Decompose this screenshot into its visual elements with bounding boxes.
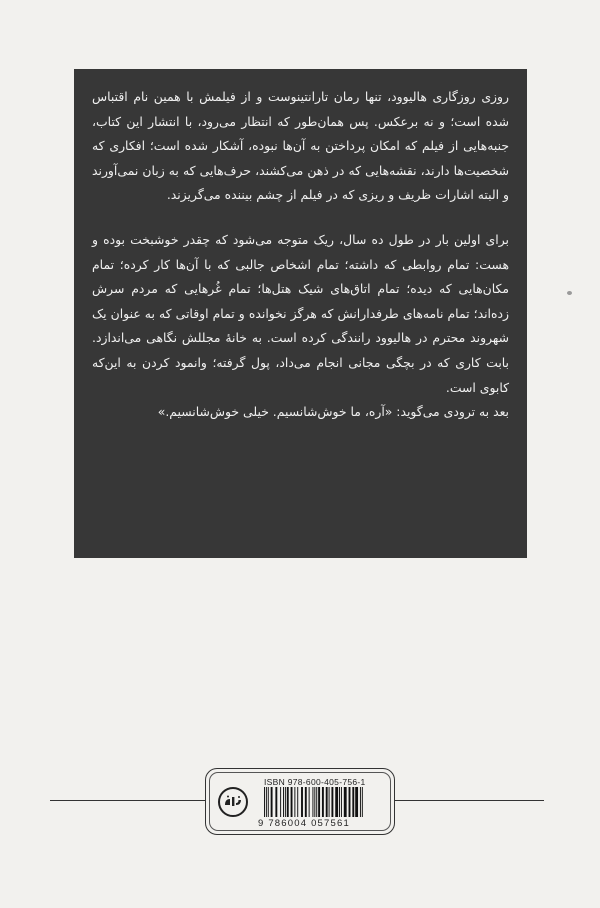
barcode-bar [355, 787, 358, 817]
barcode-bar [291, 787, 293, 817]
publisher-logo [218, 787, 248, 817]
barcode-bar [268, 787, 269, 817]
paper-speck [567, 291, 572, 295]
isbn-number: ISBN 978-600-405-756-1 [264, 777, 366, 787]
barcode-bar [312, 787, 313, 817]
publisher-logo-icon [222, 794, 244, 810]
barcode-bar [294, 787, 295, 817]
barcode-bar [264, 787, 265, 817]
isbn-barcode-box [205, 768, 395, 835]
barcode-bar [305, 787, 307, 817]
barcode-bar [318, 787, 320, 817]
barcode-bar [329, 787, 330, 817]
barcode-bar [322, 787, 324, 817]
barcode-bar [301, 787, 303, 817]
barcode-bar [349, 787, 351, 817]
barcode-bar [309, 787, 310, 817]
barcode-bar [341, 787, 342, 817]
barcode-bar [275, 787, 277, 817]
blurb-paragraph-2: برای اولین بار در طول ده سال، ریک متوجه می‌شود که چقدر خوشبخت بوده و هست: تمام روابطی که داشته؛ تمام اشخاص جالبی که با آن‌ها کار کرده؛ تمام مکان‌هایی که دیده؛ تمام اتاق‌های شیک هتل‌ها؛ تمام غُرهایی که مردم سرش زده‌اند؛ تمام نامه‌های طرفدارانش که هرگز نخوانده و تمام اوقاتی که به عنوان یک شهروند محترم در هالیوود رانندگی کرده است. به خانهٔ مجللش نگاهی می‌اندازد. بابت کاری که در بچگی مجانی انجام می‌داد، پول گرفته؛ وانمود کردن به این‌که کابوی است. [92, 231, 509, 395]
barcode-bar [331, 787, 333, 817]
barcode-bar [335, 787, 338, 817]
back-cover-blurb-box [74, 69, 527, 558]
barcode [262, 787, 386, 817]
barcode-bar [326, 787, 328, 817]
barcode-bar [266, 787, 267, 817]
barcode-bar [316, 787, 317, 817]
barcode-bar [360, 787, 361, 817]
barcode-bar [283, 787, 284, 817]
barcode-bar [352, 787, 354, 817]
barcode-bar [271, 787, 273, 817]
barcode-bar [287, 787, 289, 817]
barcode-bar [314, 787, 315, 817]
barcode-digits: 9 786004 057561 [258, 818, 350, 829]
barcode-bar [285, 787, 286, 817]
barcode-bar [344, 787, 347, 817]
barcode-bar [297, 787, 298, 817]
barcode-bar [362, 787, 363, 817]
blurb-paragraph-1: روزی روزگاری هالیوود، تنها رمان تارانتینوست و از فیلمش با همین نام اقتباس شده است؛ و نه برعکس. پس همان‌طور که انتظار می‌رود، با انتشار این کتاب، جنبه‌هایی از فیلم که امکان پرداختن به آن‌ها نبوده، آشکار شده است؛ افکاری که شخصیت‌ها دارند، نقشه‌هایی که در ذهن می‌کشند، حرف‌هایی که به زبان نمی‌آورند و البته اشارات ظریف و ریزی که در فیلم از چشم بیننده می‌گریزند. [92, 89, 509, 203]
blurb-paragraph-3: بعد به ترودی می‌گوید: «آره، ما خوش‌شانسیم. خیلی خوش‌شانسیم.» [157, 404, 509, 420]
barcode-bar [280, 787, 281, 817]
barcode-bar [339, 787, 340, 817]
